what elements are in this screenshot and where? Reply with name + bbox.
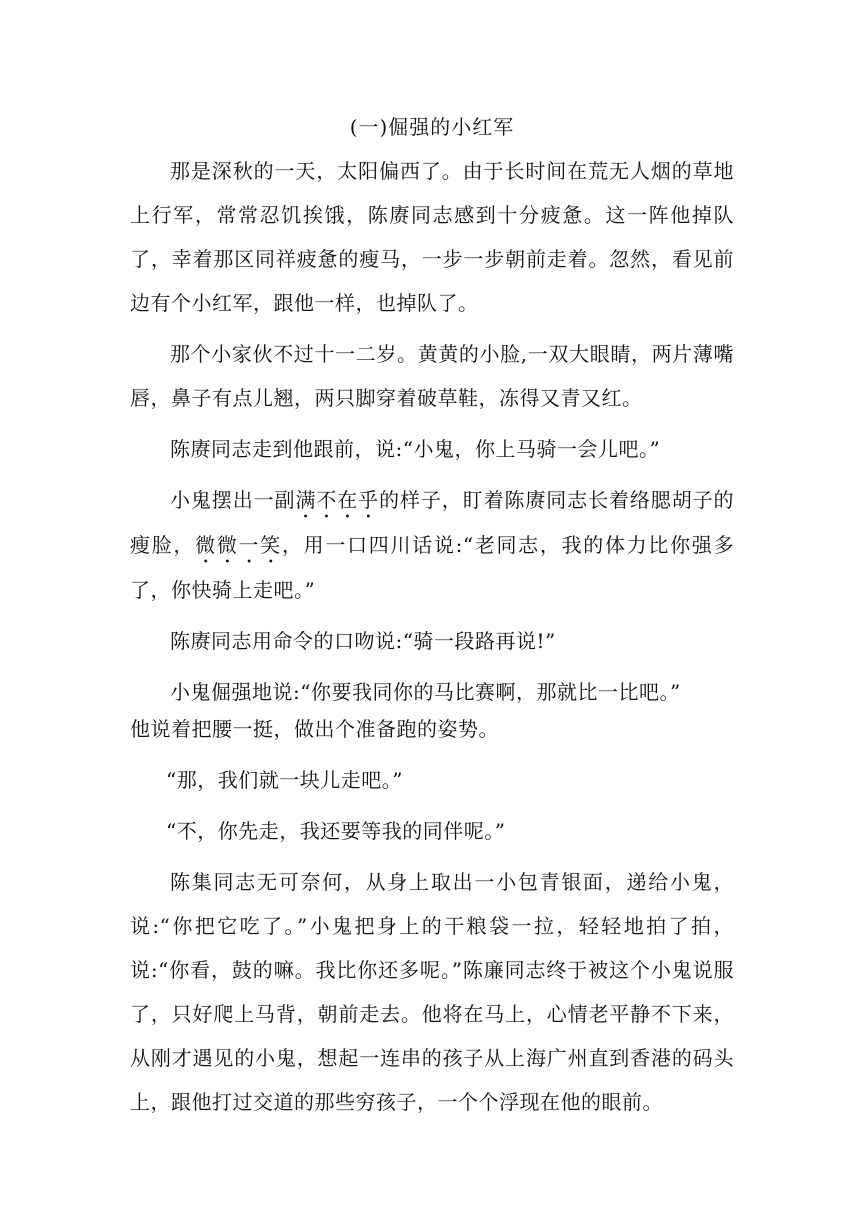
paragraph-6-continuation: 他说着把腰一挺，做出个准备跑的姿势。 [130,717,499,741]
paragraph-4 [130,478,734,612]
quote-1: “那，我们就一块儿走吧。” [166,768,403,792]
story-title: (一)倔强的小红军 [349,115,515,139]
quote-2: “不，你先走，我还要等我的同伴呢。” [166,819,506,843]
paragraph-2: 那个小家伙不过十一二岁。黄黄的小脸,一双大眼睛，两片薄嘴唇，鼻子有点儿翘，两只脚穿着破草鞋，冻得又青又红。 [130,342,734,410]
paragraph-final: 陈集同志无可奈何，从身上取出一小包青银面，递给小鬼，说:“你把它吃了。”小鬼把身上的干粮袋一拉，轻轻地拍了拍，说:“你看，鼓的嘛。我比你还多呢。”陈廉同志终于被这个小鬼说服了，只好爬上马背，朝前走去。他将在马上，心情老平静不下来，从刚才遇见的小鬼，想起一连串的孩子从上海广州直到香港的码头上，跟他打过交道的那些穷孩子，一个个浮现在他的眼前。 [130,870,734,1114]
paragraph-4-text-a: 小鬼摆出一副 [170,488,296,512]
paragraph-4-text-b: 的样子，盯着陈赓同志长着络腮胡子的瘦脸， [130,488,735,557]
emphasis-phrase-1: 满不在乎 [295,488,380,512]
paragraph-4-text-c: ，用一口四川话说:“老同志，我的体力比你强多了，你快骑上走吧。” [130,533,735,602]
paragraph-1: 那是深秋的一天，太阳偏西了。由于长时间在荒无人烟的草地上行军，常常忍饥挨饿，陈赓同志感到十分疲惫。这一阵他掉队了，幸着那区同祥疲惫的瘦马，一步一步朝前走着。忽然，看见前边有个小红军，跟他一样，也掉队了。 [130,159,734,315]
paragraph-6: 小鬼倔强地说:“你要我同你的马比赛啊，那就比一比吧。” [170,680,681,704]
paragraph-5: 陈赓同志用命令的口吻说:“骑一段路再说!” [170,629,556,653]
emphasis-phrase-2: 微微一笑 [195,533,282,557]
paragraph-3: 陈赓同志走到他跟前，说:“小鬼，你上马骑一会儿吧。” [170,437,661,461]
document-page [130,112,734,1131]
